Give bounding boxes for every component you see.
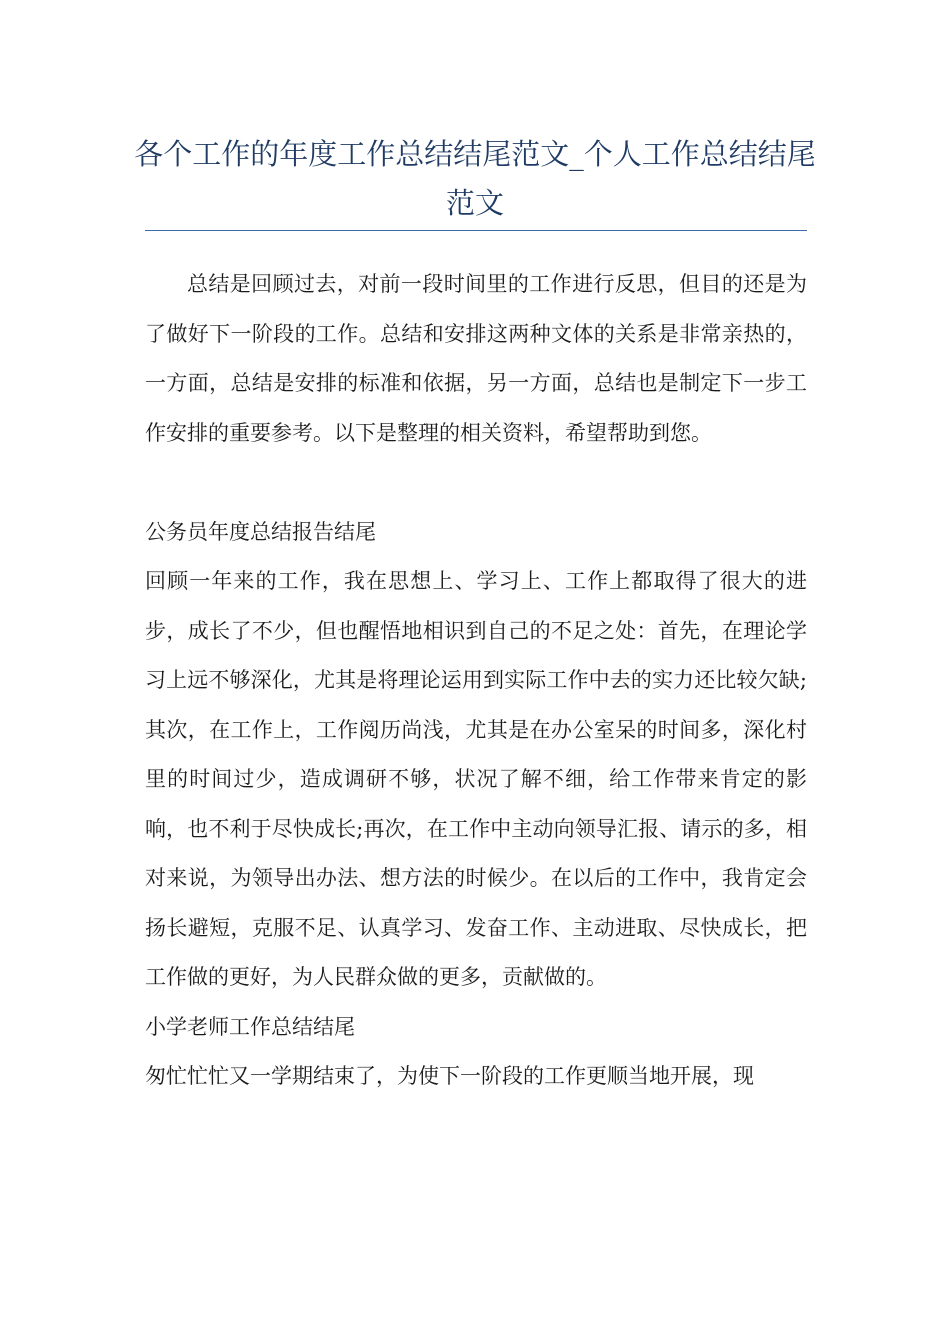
section-heading-civil-servant: 公务员年度总结报告结尾	[145, 519, 376, 544]
title-underline	[145, 230, 807, 231]
section-body-civil-servant: 回顾一年来的工作，我在思想上、学习上、工作上都取得了很大的进步，成长了不少，但也醒悟地相识到自己的不足之处：首先，在理论学习上远不够深化，尤其是将理论运用到实际工作中去的实力还比较欠缺;其次，在工作上，工作阅历尚浅，尤其是在办公室呆的时间多，深化村里的时间过少，造成调研不够，状况了解不细，给工作带来肯定的影响，也不利于尽快成长;再次，在工作中主动向领导汇报、请示的多，相对来说，为领导出办法、想方法的时候少。在以后的工作中，我肯定会扬长避短，克服不足、认真学习、发奋工作、主动进取、尽快成长，把工作做的更好，为人民群众做的更多，贡献做的。	[145, 569, 807, 989]
section-heading-primary-teacher: 小学老师工作总结结尾	[145, 1014, 355, 1039]
intro-paragraph: 总结是回顾过去，对前一段时间里的工作进行反思，但目的还是为了做好下一阶段的工作。总结和安排这两种文体的关系是非常亲热的，一方面，总结是安排的标准和依据，另一方面，总结也是制定下一步工作安排的重要参考。以下是整理的相关资料，希望帮助到您。	[145, 272, 807, 445]
document-title: 各个工作的年度工作总结结尾范文_个人工作总结结尾范文	[134, 137, 816, 220]
section-body-primary-teacher: 匆忙忙忙又一学期结束了，为使下一阶段的工作更顺当地开展，现	[145, 1064, 754, 1088]
paragraph-spacer	[145, 458, 807, 508]
document-body	[145, 260, 807, 1102]
